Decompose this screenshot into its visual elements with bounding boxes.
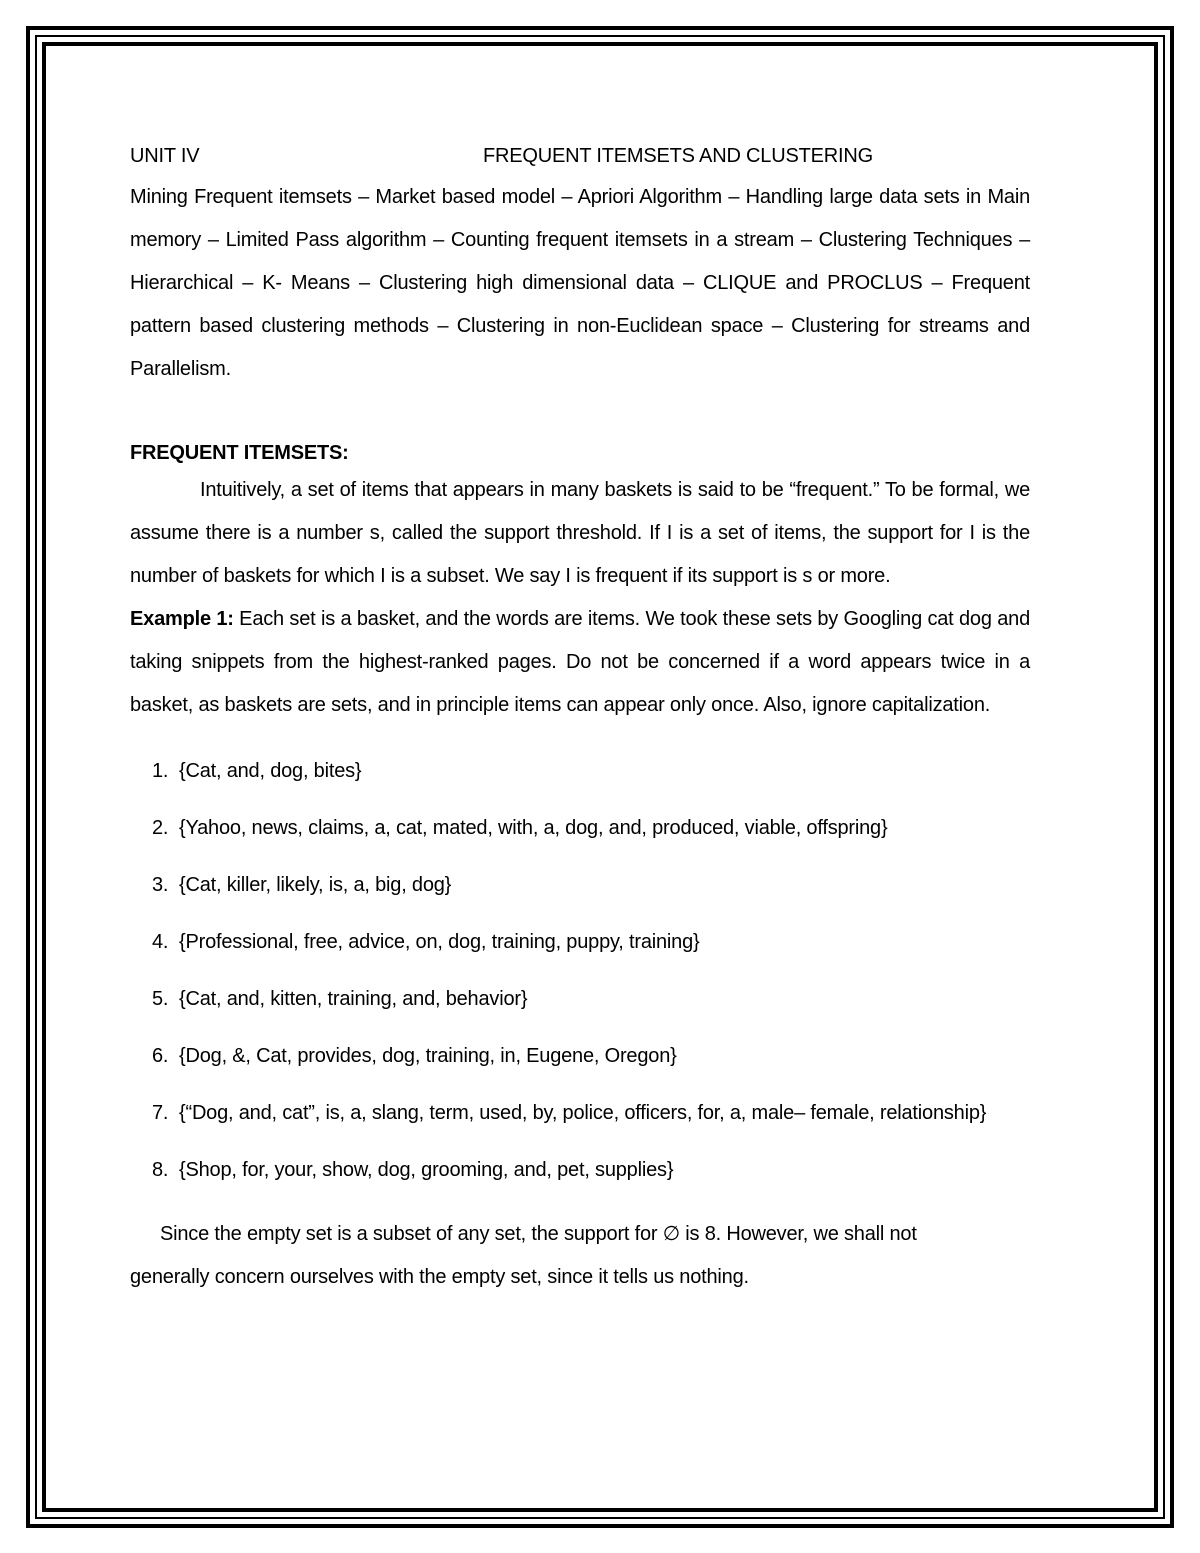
list-text: {Shop, for, your, show, dog, grooming, and, pet, supplies} — [179, 1159, 674, 1181]
list-number: 7. — [152, 1102, 169, 1124]
closing-line-2: generally concern ourselves with the empty set, since it tells us nothing. — [130, 1266, 749, 1288]
list-text: {Professional, free, advice, on, dog, training, puppy, training} — [179, 931, 700, 953]
list-text: {“Dog, and, cat”, is, a, slang, term, used, by, police, officers, for, a, male– female, relationship} — [179, 1102, 987, 1124]
list-text: {Cat, and, kitten, training, and, behavior} — [179, 988, 528, 1010]
list-item — [130, 1042, 1030, 1070]
example-text: Each set is a basket, and the words are items. We took these sets by Googling cat dog and taking snippets from the highest-ranked pages. Do not be concerned if a word appears twice in a basket, as baskets are sets, and in principle items can appear only once. Also, ignore capitalization. — [130, 608, 1030, 716]
list-number: 3. — [152, 874, 169, 896]
list-number: 6. — [152, 1045, 169, 1067]
list-number: 5. — [152, 988, 169, 1010]
document-body — [130, 140, 1030, 1299]
unit-title: FREQUENT ITEMSETS AND CLUSTERING — [483, 145, 873, 167]
list-item — [130, 814, 1030, 842]
unit-header — [130, 140, 1030, 172]
list-item — [130, 1099, 1030, 1127]
list-item — [130, 871, 1030, 899]
list-text: {Yahoo, news, claims, a, cat, mated, with, a, dog, and, produced, viable, offspring} — [179, 817, 888, 839]
list-item — [130, 757, 1030, 785]
unit-label: UNIT IV — [130, 145, 200, 167]
list-number: 2. — [152, 817, 169, 839]
list-item — [130, 1156, 1030, 1184]
list-text: {Cat, and, dog, bites} — [179, 760, 362, 782]
example-label: Example 1: — [130, 608, 234, 630]
definition-paragraph: Intuitively, a set of items that appears in many baskets is said to be “frequent.” To be formal, we assume there is a number s, called the support threshold. If I is a set of items, the support for I is the number of baskets for which I is a subset. We say I is frequent if its support is s or more. — [130, 479, 1030, 587]
list-number: 4. — [152, 931, 169, 953]
closing-paragraph — [130, 1213, 1030, 1299]
basket-list — [130, 757, 1030, 1184]
list-text: {Dog, &, Cat, provides, dog, training, in, Eugene, Oregon} — [179, 1045, 677, 1067]
closing-line-1: Since the empty set is a subset of any set, the support for ∅ is 8. However, we shall not — [160, 1223, 917, 1245]
list-text: {Cat, killer, likely, is, a, big, dog} — [179, 874, 452, 896]
syllabus-paragraph: Mining Frequent itemsets – Market based model – Apriori Algorithm – Handling large data sets in Main memory – Limited Pass algorithm – Counting frequent itemsets in a stream – Clustering Techniques – Hierarchical – K- Means – Clustering high dimensional data – CLIQUE and PROCLUS – Frequent pattern based clustering methods – Clustering in non-Euclidean space – Clustering for streams and Parallelism. — [130, 186, 1030, 380]
list-number: 1. — [152, 760, 169, 782]
section-heading: FREQUENT ITEMSETS: — [130, 442, 349, 464]
example-paragraph — [130, 598, 1030, 727]
list-number: 8. — [152, 1159, 169, 1181]
list-item — [130, 928, 1030, 956]
list-item — [130, 985, 1030, 1013]
